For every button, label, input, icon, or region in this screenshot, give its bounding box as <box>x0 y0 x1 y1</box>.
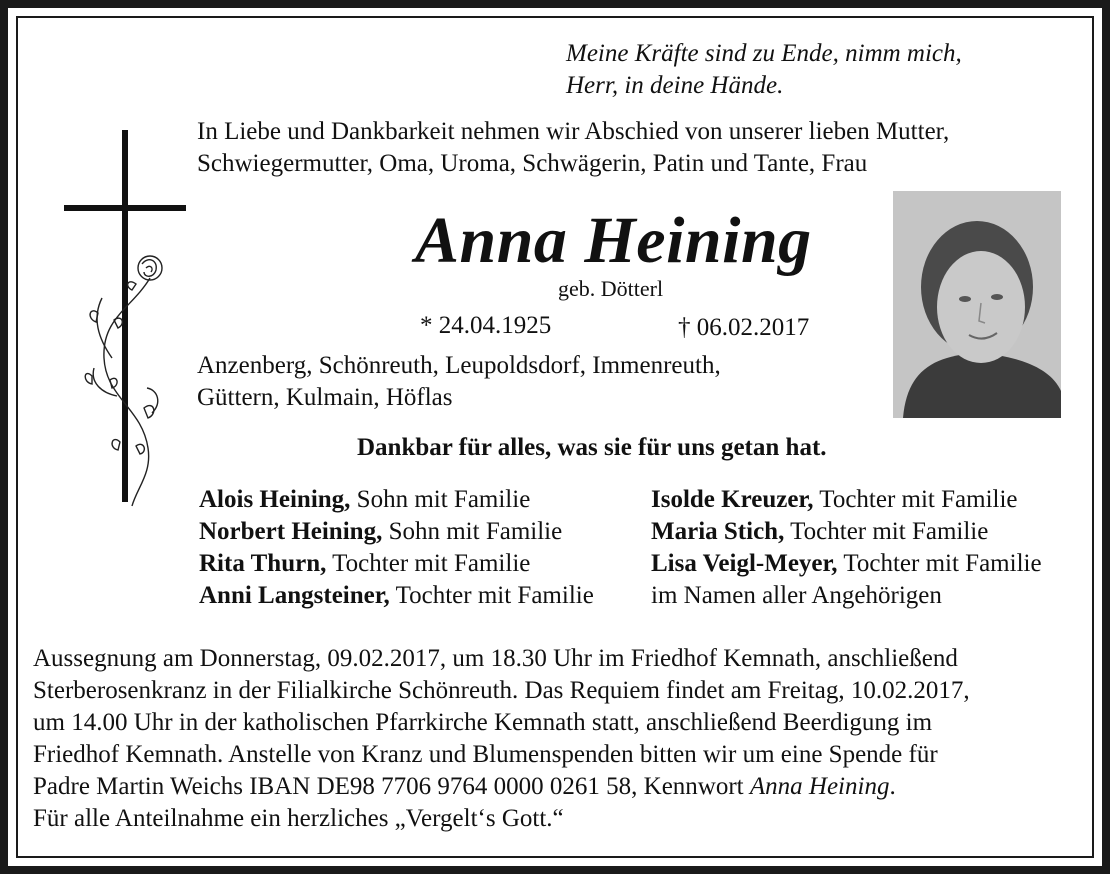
birth-date: * 24.04.1925 <box>420 312 552 339</box>
family-entry: Lisa Veigl-Meyer, Tochter mit Familie <box>651 550 1042 577</box>
motto-line-1: Meine Kräfte sind zu Ende, nimm mich, <box>566 40 962 67</box>
keyword-name: Anna Heining <box>749 773 890 800</box>
intro-line-2: Schwiegermutter, Oma, Uroma, Schwägerin, Patin und Tante, Frau <box>197 150 868 177</box>
places-list <box>197 350 721 414</box>
family-entry: Rita Thurn, Tochter mit Familie <box>199 550 531 577</box>
family-entry: Norbert Heining, Sohn mit Familie <box>199 518 563 545</box>
family-column-right <box>651 484 1042 612</box>
family-entry: Alois Heining, Sohn mit Familie <box>199 486 531 513</box>
family-entry: Isolde Kreuzer, Tochter mit Familie <box>651 486 1018 513</box>
places-line-1: Anzenberg, Schönreuth, Leupoldsdorf, Immenreuth, <box>197 352 721 379</box>
thanks-line: Dankbar für alles, was sie für uns getan hat. <box>357 434 827 461</box>
footer-line-3: um 14.00 Uhr in der katholischen Pfarrkirche Kemnath statt, anschließend Beerdigung im <box>33 709 933 736</box>
family-entry: Anni Langsteiner, Tochter mit Familie <box>199 582 594 609</box>
footer-line-5: Padre Martin Weichs IBAN DE98 7706 9764 0000 0261 58, Kennwort Anna Heining. <box>33 773 896 800</box>
motto-line-2: Herr, in deine Hände. <box>566 72 784 99</box>
cross-with-rose-icon <box>62 128 190 514</box>
intro-line-1: In Liebe und Dankbarkeit nehmen wir Abschied von unserer lieben Mutter, <box>197 118 950 145</box>
intro-text <box>197 116 949 180</box>
footer-line-4: Friedhof Kemnath. Anstelle von Kranz und Blumenspenden bitten wir um eine Spende für <box>33 741 938 768</box>
footer-line-6: Für alle Anteilnahme ein herzliches „Vergelt‘s Gott.“ <box>33 805 564 832</box>
death-date: † 06.02.2017 <box>678 314 810 341</box>
places-line-2: Güttern, Kulmain, Höflas <box>197 384 453 411</box>
deceased-name: Anna Heining <box>415 204 812 277</box>
family-column-left <box>199 484 594 612</box>
footer-line-2: Sterberosenkranz in der Filialkirche Schönreuth. Das Requiem findet am Freitag, 10.02.2017, <box>33 677 970 704</box>
footer-line-1: Aussegnung am Donnerstag, 09.02.2017, um 18.30 Uhr im Friedhof Kemnath, anschließend <box>33 645 958 672</box>
family-entry: Maria Stich, Tochter mit Familie <box>651 518 989 545</box>
motto-verse <box>566 38 962 102</box>
family-entry: im Namen aller Angehörigen <box>651 582 942 609</box>
service-details <box>33 643 970 835</box>
maiden-name: geb. Dötterl <box>558 276 664 301</box>
portrait-photo <box>893 191 1061 418</box>
